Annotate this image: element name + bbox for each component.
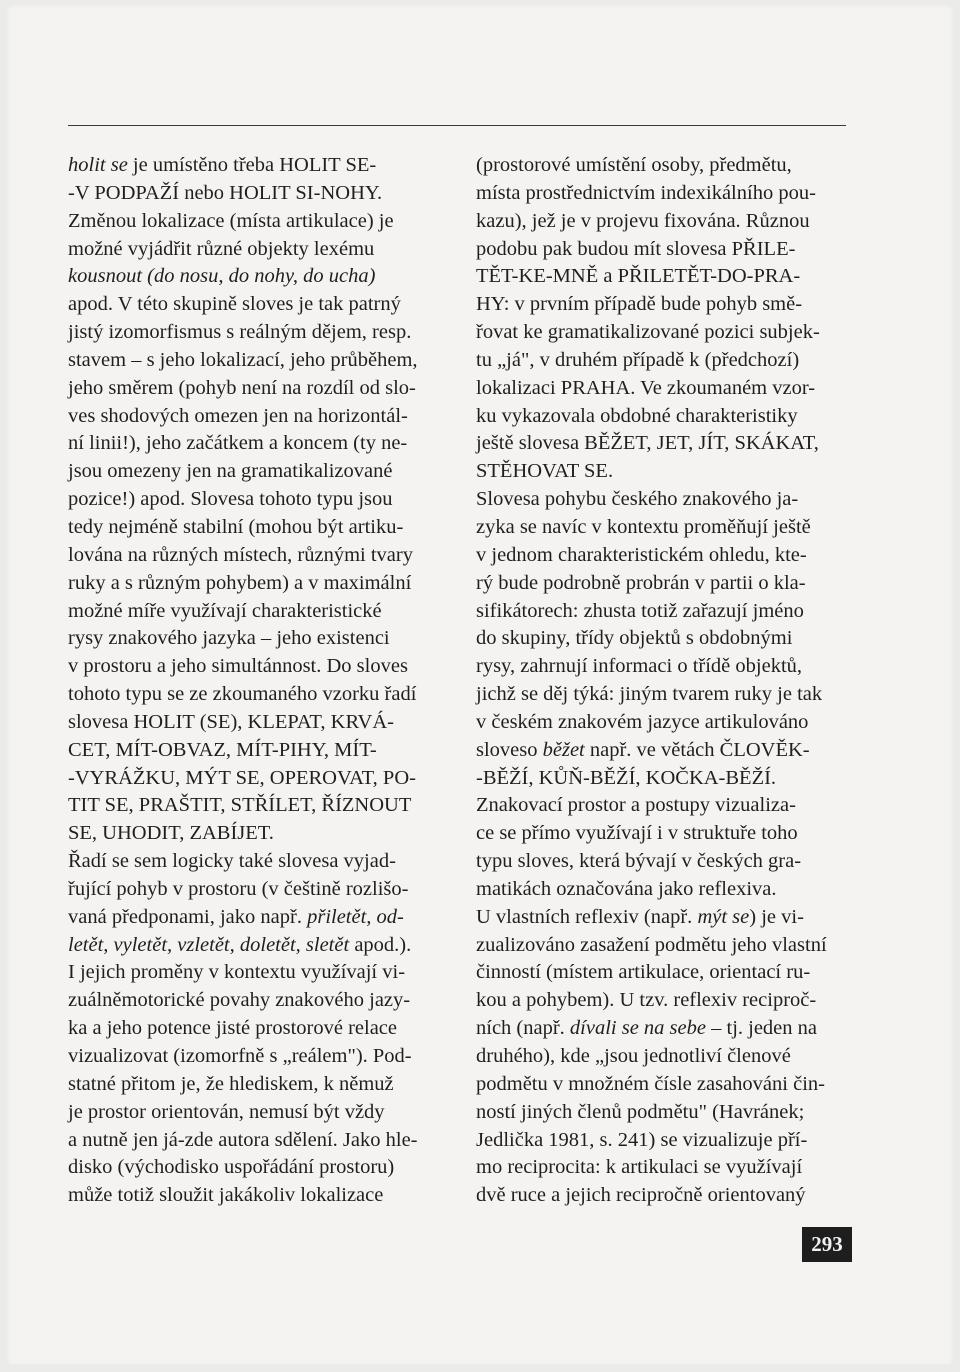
text-run: možné vyjádřit různé objekty lexému: [68, 237, 375, 260]
text-run: Znakovací prostor a postupy vizualiza-: [476, 794, 796, 817]
text-line: [68, 319, 446, 347]
italic-phrase: holit se: [68, 154, 128, 176]
text-run: apod. V této skupině sloves je tak patrný: [68, 293, 401, 316]
text-line: [68, 347, 446, 375]
text-run: CET, MÍT-OBVAZ, MÍT-PIHY, MÍT-: [68, 738, 377, 761]
text-line: [68, 1182, 446, 1210]
text-line: [476, 1071, 850, 1099]
text-line: [68, 180, 446, 208]
text-line: [68, 458, 446, 486]
text-run: dvě ruce a jejich recipročně orientovaný: [476, 1184, 806, 1207]
text-line: [68, 820, 446, 848]
text-line: [68, 152, 446, 180]
text-line: [68, 876, 446, 904]
text-line: [476, 1043, 850, 1071]
text-run: Řadí se sem logicky také slovesa vyjad-: [68, 850, 396, 873]
text-run: stavem – s jeho lokalizací, jeho průběhem,: [68, 348, 418, 371]
text-line: [476, 987, 850, 1015]
text-run: sifikátorech: zhusta totiž zařazují jméno: [476, 599, 804, 622]
italic-phrase: dívali se na sebe: [569, 1017, 706, 1040]
text-line: [68, 1154, 446, 1182]
text-run: může totiž sloužit jakákoliv lokalizace: [68, 1184, 384, 1207]
text-run: apod.).: [349, 933, 412, 956]
text-run: podmětu v množném čísle zasahováni čin-: [476, 1072, 825, 1095]
text-run: vizualizovat (izomorfně s „reálem"). Pod-: [68, 1045, 412, 1067]
text-line: [476, 737, 850, 765]
text-line: [68, 291, 446, 319]
text-line: [68, 625, 446, 653]
text-line: [476, 152, 850, 180]
page-number: 293: [802, 1227, 852, 1262]
italic-phrase: kousnout (do nosu, do nohy, do ucha): [68, 265, 376, 288]
text-line: [68, 1015, 446, 1043]
text-run: HY: v prvním případě bude pohyb smě-: [476, 293, 803, 316]
text-line: [476, 514, 850, 542]
text-line: [476, 709, 850, 737]
text-run: -BĚŽÍ, KŮŇ-BĚŽÍ, KOČKA-BĚŽÍ.: [476, 766, 777, 789]
text-line: [476, 291, 850, 319]
text-line: [68, 486, 446, 514]
text-run: disko (východisko uspořádání prostoru): [68, 1156, 395, 1179]
text-line: [68, 403, 446, 431]
text-line: [476, 347, 850, 375]
text-run: ) je vi-: [749, 905, 804, 928]
text-run: matikách označována jako reflexiva.: [476, 877, 777, 900]
text-line: [68, 904, 446, 932]
text-line: [68, 653, 446, 681]
text-line: [476, 1127, 850, 1155]
text-run: I jejich proměny v kontextu využívají vi-: [68, 961, 406, 984]
text-run: jeho směrem (pohyb není na rozdíl od slo-: [68, 376, 416, 399]
text-run: TĚT-KE-MNĚ a PŘILETĚT-DO-PRA-: [476, 265, 801, 288]
text-line: [476, 208, 850, 236]
italic-phrase: letět, vyletět, vzletět, doletět, sletět: [68, 933, 350, 956]
text-line: [476, 959, 850, 987]
text-line: [68, 375, 446, 403]
text-run: tedy nejméně stabilní (mohou být artiku-: [68, 515, 404, 538]
text-run: v jednom charakteristickém ohledu, kte-: [476, 543, 807, 566]
text-run: tohoto typu se ze zkoumaného vzorku řadí: [68, 683, 417, 706]
text-line: [68, 1127, 446, 1155]
italic-phrase: přiletět, od-: [307, 905, 404, 928]
text-line: [68, 1099, 446, 1127]
text-line: [68, 1043, 446, 1071]
text-run: mo reciprocita: k artikulaci se využívají: [476, 1156, 803, 1179]
text-line: [68, 570, 446, 598]
text-line: [68, 681, 446, 709]
text-run: TIT SE, PRAŠTIT, STŘÍLET, ŘÍZNOUT: [68, 794, 412, 817]
text-run: slovesa HOLIT (SE), KLEPAT, KRVÁ-: [68, 710, 394, 733]
text-run: druhého), kde „jsou jednotliví členové: [476, 1045, 791, 1067]
text-line: [68, 987, 446, 1015]
text-line: [68, 598, 446, 626]
text-run: možné míře využívají charakteristické: [68, 599, 382, 622]
text-line: [476, 765, 850, 793]
text-run: zualizováno zasažení podmětu jeho vlastní: [476, 933, 827, 956]
text-run: sloveso: [476, 738, 543, 761]
text-line: [476, 1154, 850, 1182]
text-run: typu sloves, která bývají v českých gra-: [476, 850, 802, 873]
text-line: [476, 848, 850, 876]
text-line: [476, 1182, 850, 1210]
text-line: [476, 263, 850, 291]
text-run: pozice!) apod. Slovesa tohoto typu jsou: [68, 488, 393, 511]
text-run: kou a pohybem). U tzv. reflexiv reciproč-: [476, 989, 817, 1012]
text-run: řující pohyb v prostoru (v češtině rozlišo-: [68, 877, 409, 900]
text-run: jistý izomorfismus s reálným dějem, resp.: [68, 321, 412, 344]
left-text-column: [68, 152, 446, 1210]
text-run: místa prostřednictvím indexikálního pou-: [476, 181, 816, 204]
text-run: lokalizaci PRAHA. Ve zkoumaném vzor-: [476, 376, 816, 399]
right-text-column: [476, 152, 850, 1210]
text-run: do skupiny, třídy objektů s obdobnými: [476, 627, 793, 650]
text-run: rysy, zahrnují informaci o třídě objektů,: [476, 655, 803, 678]
text-run: v prostoru a jeho simultánnost. Do sloves: [68, 655, 408, 678]
text-run: -V PODPAŽÍ nebo HOLIT SI-NOHY.: [68, 181, 383, 204]
text-run: vaná předponami, jako např.: [68, 905, 308, 928]
header-rule: [68, 125, 846, 126]
text-run: jsou omezeny jen na gramatikalizované: [68, 460, 393, 483]
text-run: -VYRÁŽKU, MÝT SE, OPEROVAT, PO-: [68, 766, 416, 789]
text-run: ních (např.: [476, 1017, 570, 1040]
text-line: [68, 542, 446, 570]
text-run: (prostorové umístění osoby, předmětu,: [476, 154, 792, 176]
text-line: [476, 820, 850, 848]
text-line: [476, 598, 850, 626]
text-line: [68, 792, 446, 820]
text-line: [68, 959, 446, 987]
text-line: [68, 932, 446, 960]
text-run: je prostor orientován, nemusí být vždy: [68, 1100, 385, 1123]
text-run: je umístěno třeba HOLIT SE-: [127, 154, 377, 176]
text-line: [476, 653, 850, 681]
text-line: [476, 570, 850, 598]
text-run: ní linii!), jeho začátkem a koncem (ty ne-: [68, 432, 408, 455]
text-line: [476, 932, 850, 960]
text-run: ještě slovesa BĚŽET, JET, JÍT, SKÁKAT,: [476, 432, 819, 455]
text-run: Slovesa pohybu českého znakového ja-: [476, 488, 799, 511]
text-line: [476, 681, 850, 709]
text-line: [476, 625, 850, 653]
text-run: ves shodových omezen jen na horizontál-: [68, 404, 408, 427]
text-line: [476, 792, 850, 820]
text-line: [68, 737, 446, 765]
text-run: zuálněmotorické povahy znakového jazy-: [68, 989, 411, 1012]
text-line: [68, 208, 446, 236]
text-line: [476, 375, 850, 403]
text-line: [476, 236, 850, 264]
text-run: jichž se děj týká: jiným tvarem ruky je tak: [476, 683, 823, 706]
text-run: ku vykazovala obdobné charakteristiky: [476, 404, 798, 427]
text-run: – tj. jeden na: [706, 1017, 818, 1040]
text-run: Změnou lokalizace (místa artikulace) je: [68, 209, 394, 232]
text-line: [476, 319, 850, 347]
text-line: [476, 403, 850, 431]
text-run: tu „já", v druhém případě k (předchozí): [476, 348, 800, 371]
text-run: a nutně jen já-zde autora sdělení. Jako hle-: [68, 1128, 418, 1151]
text-run: podobu pak budou mít slovesa PŘILE-: [476, 237, 796, 260]
text-run: řovat ke gramatikalizované pozici subjek-: [476, 321, 820, 344]
text-run: ností jiných členů podmětu" (Havránek;: [476, 1100, 805, 1123]
text-run: v českém znakovém jazyce artikulováno: [476, 710, 809, 733]
text-run: rý bude podrobně probrán v partii o kla-: [476, 571, 806, 594]
text-line: [68, 709, 446, 737]
text-run: např. ve větách ČLOVĚK-: [584, 738, 810, 761]
text-line: [68, 514, 446, 542]
text-line: [68, 765, 446, 793]
text-run: ka a jeho potence jisté prostorové relace: [68, 1017, 397, 1040]
text-run: zyka se navíc v kontextu proměňují ještě: [476, 515, 811, 538]
text-line: [68, 236, 446, 264]
italic-phrase: běžet: [542, 738, 585, 761]
text-run: STĚHOVAT SE.: [476, 460, 614, 483]
text-run: U vlastních reflexiv (např.: [476, 905, 698, 928]
text-run: lována na různých místech, různými tvary: [68, 543, 413, 566]
text-line: [68, 848, 446, 876]
text-line: [476, 1015, 850, 1043]
text-line: [476, 904, 850, 932]
text-line: [68, 430, 446, 458]
text-run: činností (místem artikulace, orientací ru-: [476, 961, 811, 984]
text-line: [476, 430, 850, 458]
text-run: ruky a s různým pohybem) a v maximální: [68, 571, 412, 594]
text-run: rysy znakového jazyka – jeho existenci: [68, 627, 390, 650]
text-run: ce se přímo využívají i v struktuře toho: [476, 822, 798, 845]
text-run: kazu), jež je v projevu fixována. Různou: [476, 209, 810, 232]
text-line: [476, 458, 850, 486]
text-line: [476, 876, 850, 904]
text-run: Jedlička 1981, s. 241) se vizualizuje pří-: [476, 1128, 808, 1151]
italic-phrase: mýt se: [697, 905, 750, 928]
text-run: SE, UHODIT, ZABÍJET.: [68, 822, 274, 845]
text-line: [476, 1099, 850, 1127]
text-line: [476, 180, 850, 208]
text-line: [68, 1071, 446, 1099]
text-line: [476, 486, 850, 514]
text-line: [476, 542, 850, 570]
text-run: statné přitom je, že hlediskem, k němuž: [68, 1072, 394, 1095]
text-line: [68, 263, 446, 291]
